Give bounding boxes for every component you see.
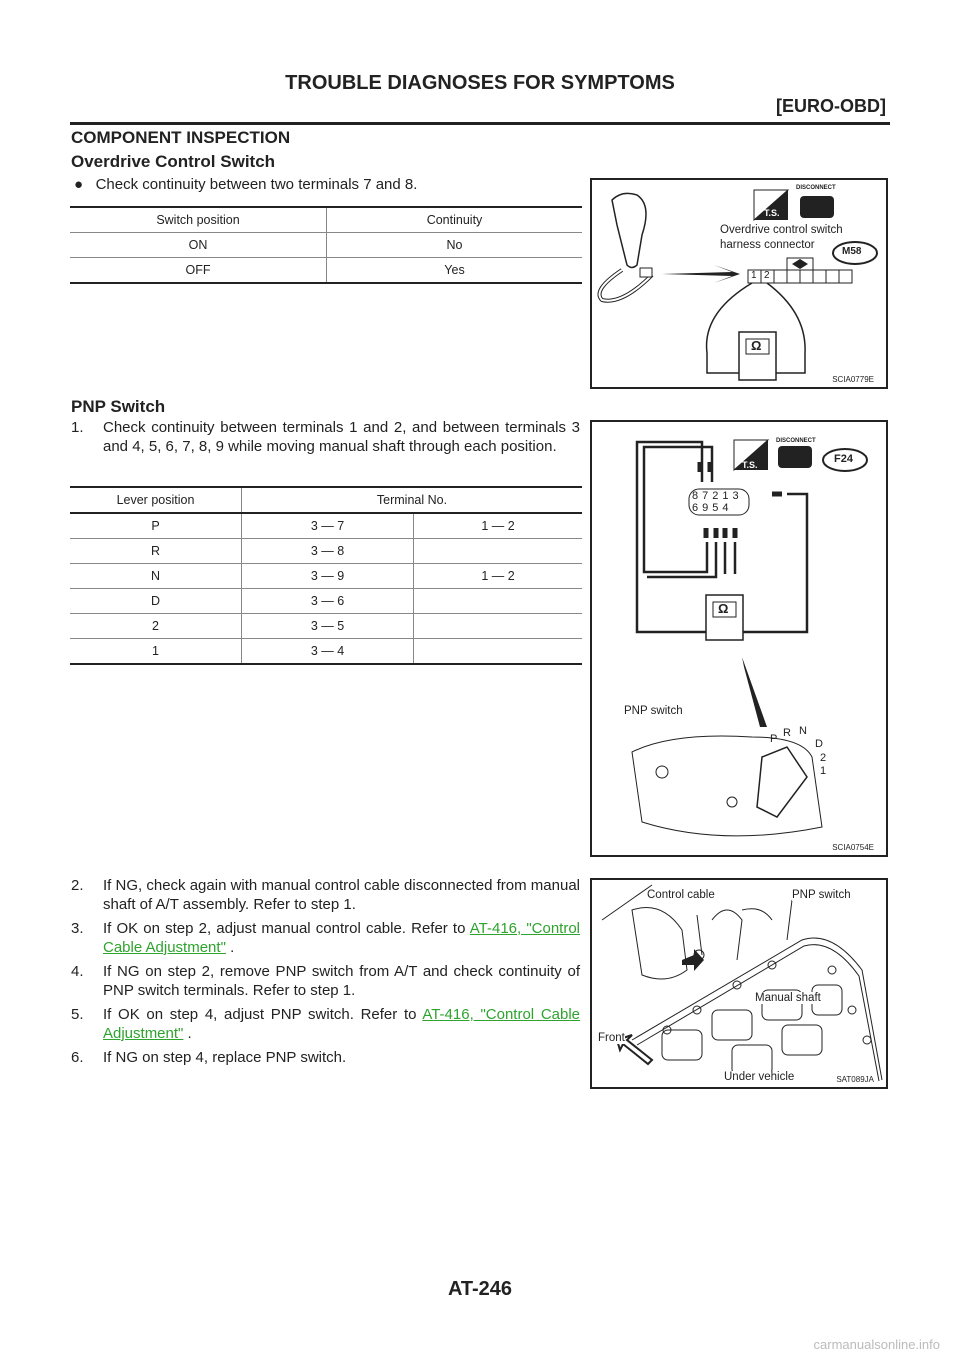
position-label: D <box>815 738 823 750</box>
pnp-step <box>71 919 580 957</box>
wiring-diagram <box>592 180 886 387</box>
figure-id: SAT089JA <box>836 1075 874 1084</box>
table-cell: 3 — 9 <box>242 564 414 589</box>
pnp-step-1 <box>71 418 580 456</box>
step-text-end: . <box>183 1025 192 1042</box>
table-header-row <box>70 487 582 513</box>
position-label: N <box>799 725 807 737</box>
ohmmeter-icon: Ω <box>751 338 762 353</box>
table-row <box>70 614 582 639</box>
under-vehicle-illustration <box>592 880 886 1087</box>
section-title: COMPONENT INSPECTION <box>71 128 291 147</box>
position-label: R <box>783 727 791 739</box>
figure-label: PNP switch <box>792 889 851 901</box>
table-row <box>70 233 582 258</box>
figure-label: harness connector <box>720 239 815 251</box>
ts-icon: T.S. <box>742 460 758 470</box>
table-cell: P <box>70 513 242 539</box>
disconnect-icon: DISCONNECT <box>776 438 816 444</box>
table-header: Continuity <box>327 207 583 233</box>
table-cell: R <box>70 539 242 564</box>
step-text: If OK on step 4, adjust PNP switch. Refer to <box>103 1006 423 1023</box>
pin-label: 7 <box>702 490 713 502</box>
position-label: 2 <box>820 752 827 764</box>
watermark: carmanualsonline.info <box>813 1337 940 1352</box>
ohmmeter-icon: Ω <box>718 601 729 616</box>
pin-label: 6 <box>692 502 703 514</box>
step-text-end: . <box>225 939 235 956</box>
pnp-table <box>70 486 582 665</box>
figure-label: Manual shaft <box>755 992 821 1004</box>
bullet-text: Check continuity between two terminals 7 and 8. <box>95 176 418 193</box>
overdrive-switch-figure <box>590 178 888 389</box>
figure-label: PNP switch <box>624 705 683 717</box>
overdrive-title: Overdrive Control Switch <box>71 152 276 171</box>
table-cell: N <box>70 564 242 589</box>
step-number: 2. <box>71 877 84 894</box>
table-cell: 3 — 5 <box>242 614 414 639</box>
pnp-step <box>71 1048 580 1067</box>
position-label: P <box>770 733 778 745</box>
table-cell <box>414 589 583 614</box>
control-cable-figure <box>590 878 888 1089</box>
figure-id: SCIA0754E <box>832 843 874 852</box>
table-cell: Yes <box>327 258 583 284</box>
pnp-step <box>71 1005 580 1043</box>
figure-label: Control cable <box>647 889 715 901</box>
reference-link[interactable]: AT-416, "Control Cable Adjustment" <box>103 1006 581 1042</box>
table-cell <box>414 539 583 564</box>
position-label: 1 <box>820 765 827 777</box>
table-row <box>70 564 582 589</box>
table-row <box>70 539 582 564</box>
connector-pins <box>692 490 743 514</box>
step-text: If NG on step 2, remove PNP switch from A/T and check continuity of PNP switch terminals. Refer to step 1. <box>103 963 580 999</box>
table-cell <box>414 614 583 639</box>
table-cell: 1 — 2 <box>414 513 583 539</box>
overdrive-bullet <box>74 175 417 194</box>
table-cell: No <box>327 233 583 258</box>
connector-badge: M58 <box>842 246 862 257</box>
table-row <box>70 589 582 614</box>
table-cell: 1 — 2 <box>414 564 583 589</box>
page-header-subtitle: [EURO-OBD] <box>776 96 886 116</box>
pin-label: 2 <box>712 490 723 502</box>
header-divider <box>70 122 890 125</box>
figure-label: Under vehicle <box>724 1071 795 1083</box>
table-header: Terminal No. <box>242 487 583 513</box>
table-cell: ON <box>70 233 327 258</box>
figure-label: Overdrive control switch <box>720 224 843 236</box>
table-header-row <box>70 207 582 233</box>
table-cell: 3 — 6 <box>242 589 414 614</box>
table-cell: D <box>70 589 242 614</box>
step-number: 6. <box>71 1049 84 1066</box>
pin-label: 9 <box>702 502 713 514</box>
table-cell: 3 — 7 <box>242 513 414 539</box>
table-header: Switch position <box>70 207 327 233</box>
pnp-step <box>71 876 580 914</box>
step-number: 4. <box>71 963 84 980</box>
pin-label: 1 <box>751 270 757 281</box>
pin-label: 5 <box>712 502 723 514</box>
pin-label: 4 <box>722 502 733 514</box>
pnp-switch-figure <box>590 420 888 857</box>
table-row <box>70 258 582 284</box>
pin-label: 3 <box>732 490 743 502</box>
pnp-title: PNP Switch <box>71 397 166 416</box>
pins-top-row <box>692 490 743 502</box>
pin-label: 1 <box>722 490 733 502</box>
step-text: If NG, check again with manual control cable disconnected from manual shaft of A/T assembly. Refer to step 1. <box>103 877 580 913</box>
table-row <box>70 639 582 665</box>
table-cell: 3 — 8 <box>242 539 414 564</box>
page-number: AT-246 <box>447 1278 513 1300</box>
pins-bottom-row <box>692 502 743 514</box>
pnp-step <box>71 962 580 1000</box>
step-number: 3. <box>71 920 84 937</box>
bullet-icon: ● <box>74 176 84 193</box>
page-header-title: TROUBLE DIAGNOSES FOR SYMPTOMS <box>285 72 675 94</box>
figure-id: SCIA0779E <box>832 375 874 384</box>
ts-icon: T.S. <box>764 208 780 218</box>
table-cell: 3 — 4 <box>242 639 414 665</box>
table-header: Lever position <box>70 487 242 513</box>
reference-link[interactable]: AT-416, "Control Cable Adjustment" <box>103 920 581 956</box>
pnp-wiring-diagram <box>592 422 886 855</box>
figure-label: Front <box>598 1032 625 1044</box>
disconnect-icon: DISCONNECT <box>796 185 836 191</box>
table-cell <box>414 639 583 665</box>
table-cell: OFF <box>70 258 327 284</box>
step-number: 1. <box>71 419 84 436</box>
table-cell: 1 <box>70 639 242 665</box>
step-text: Check continuity between terminals 1 and 2, and between terminals 3 and 4, 5, 6, 7, 8, 9 while moving manual shaft through each position. <box>103 419 580 455</box>
pin-label: 2 <box>764 270 770 281</box>
connector-badge: F24 <box>834 453 853 465</box>
step-number: 5. <box>71 1006 84 1023</box>
pnp-steps <box>71 876 580 1072</box>
table-cell: 2 <box>70 614 242 639</box>
overdrive-table <box>70 206 582 284</box>
table-row <box>70 513 582 539</box>
step-text: If OK on step 2, adjust manual control cable. Refer to <box>103 920 470 937</box>
step-text: If NG on step 4, replace PNP switch. <box>103 1049 347 1066</box>
pin-label: 8 <box>692 490 703 502</box>
